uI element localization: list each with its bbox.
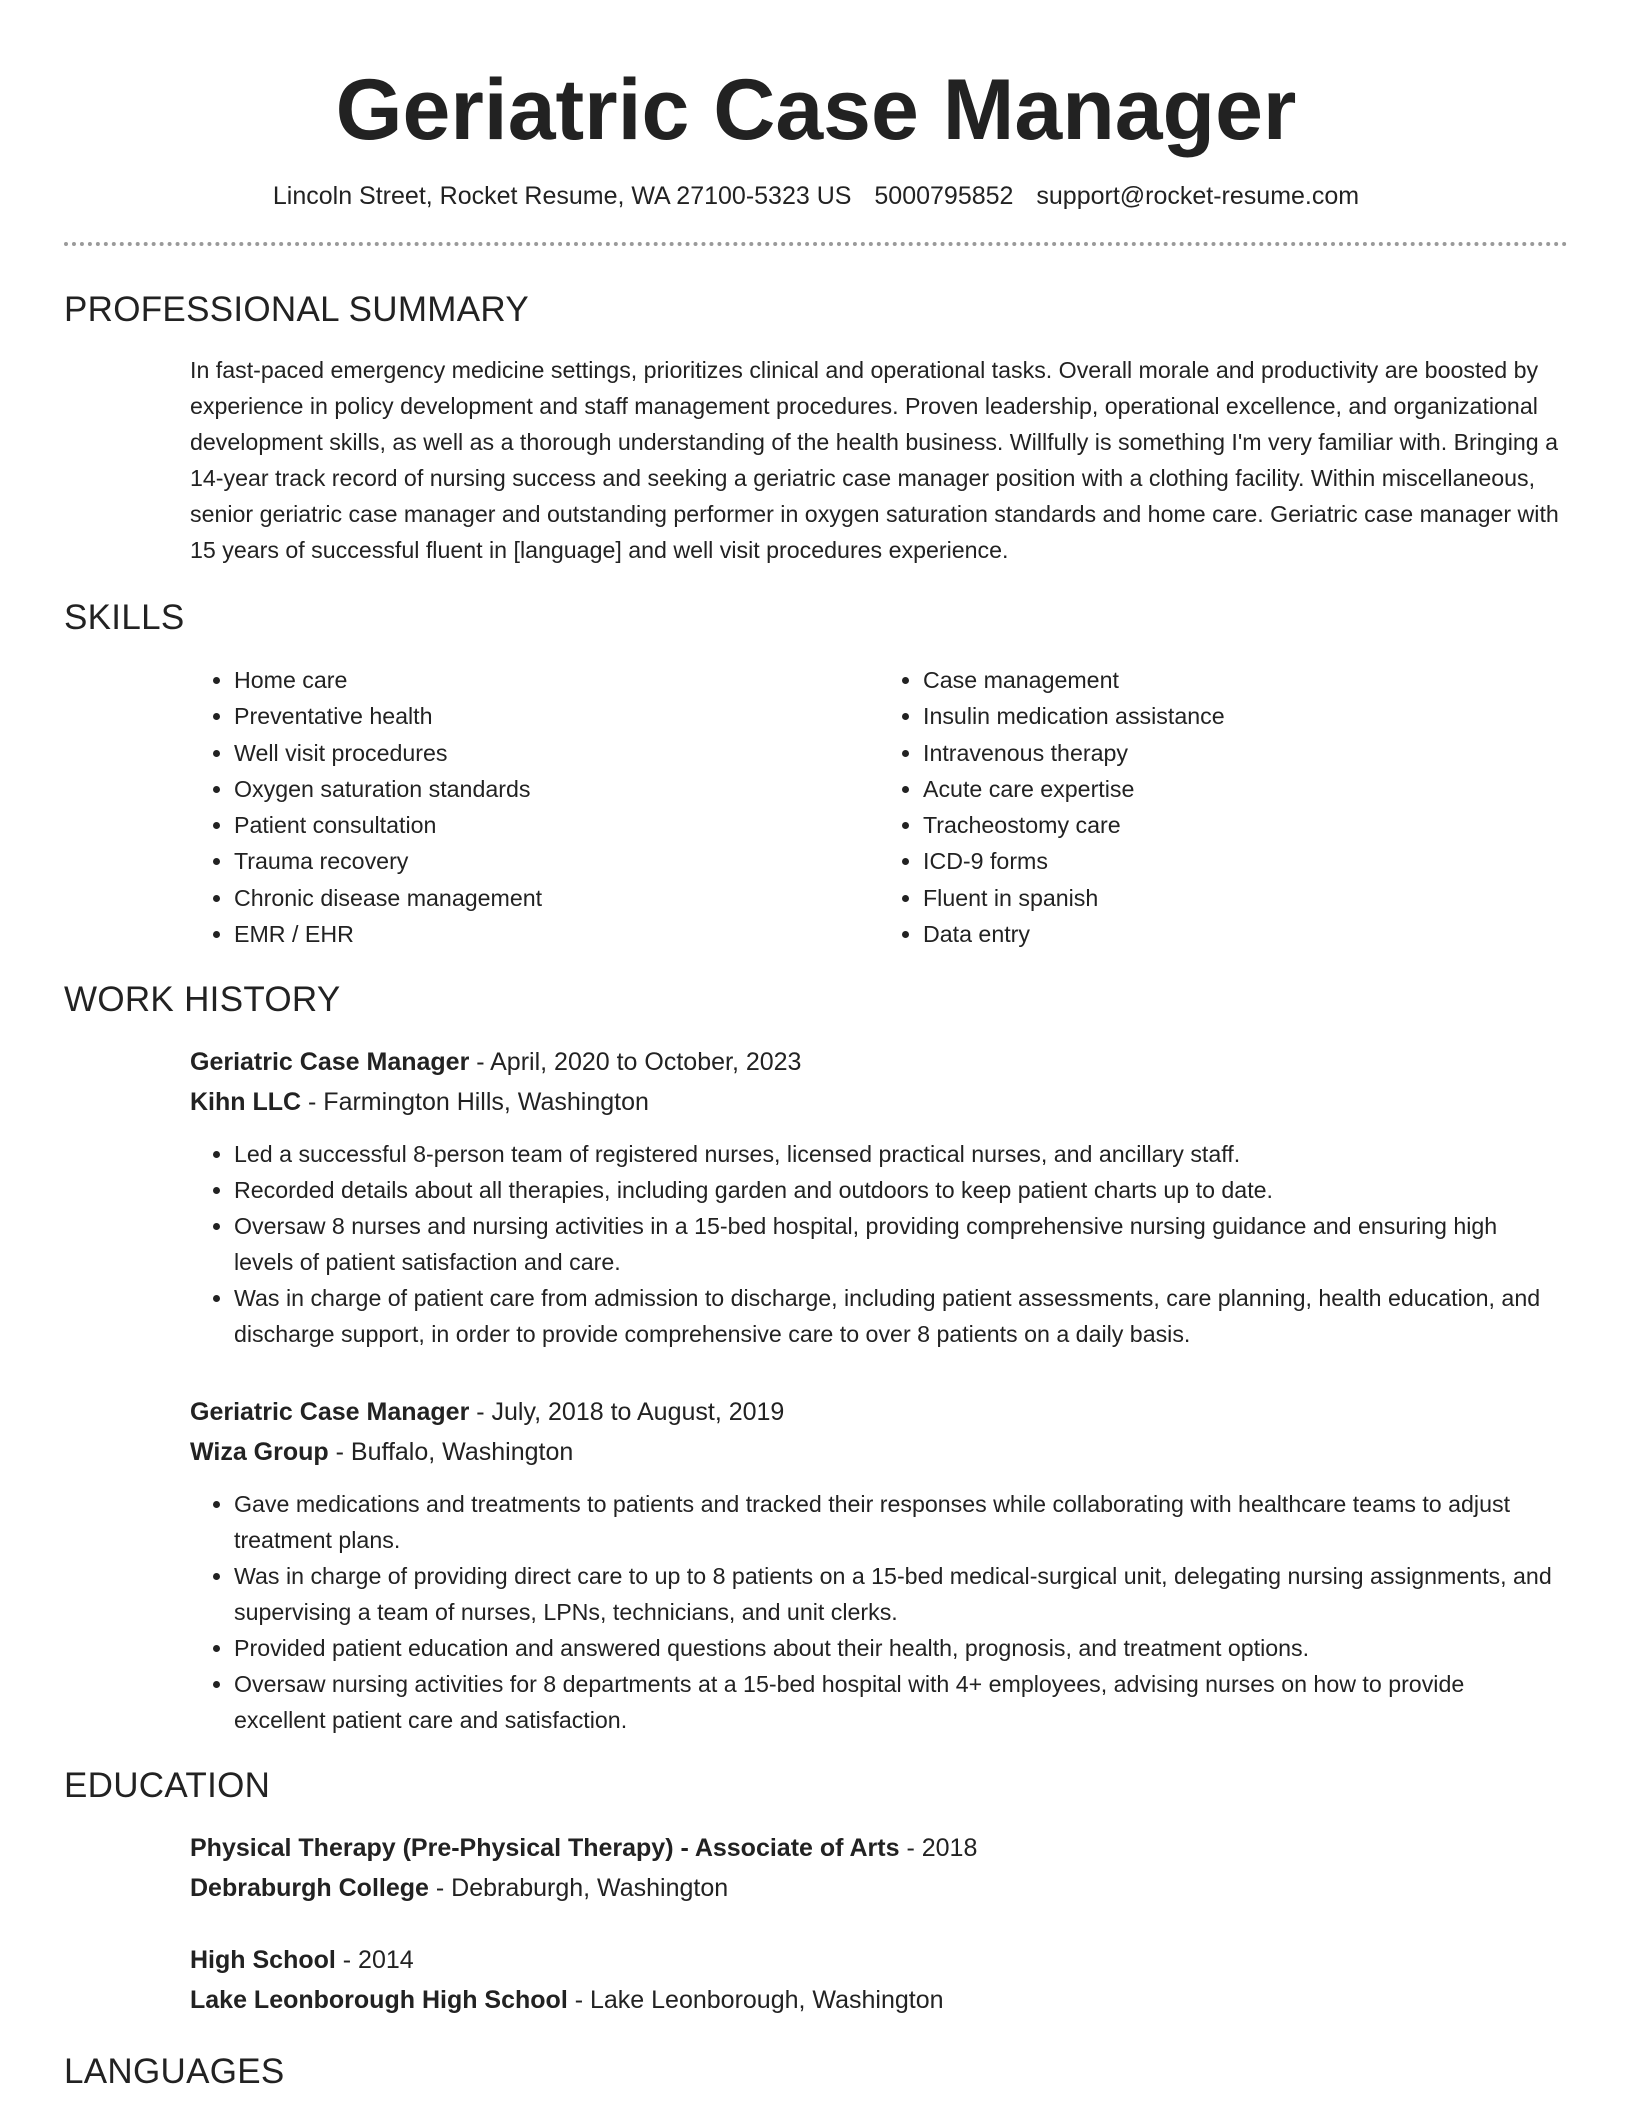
job-title-line (190, 1392, 1568, 1432)
job-role: Geriatric Case Manager (190, 1398, 470, 1427)
contact-phone: 5000795852 (874, 182, 1014, 210)
job-bullet: • Recorded details about all therapies, including garden and outdoors to keep patient charts up to date. (234, 1172, 1568, 1208)
education-entry (190, 1828, 1568, 1908)
contact-address: Lincoln Street, Rocket Resume, WA 27100-5323 US (272, 182, 852, 210)
education-section (64, 1764, 1568, 2020)
skill-item: • Oxygen saturation standards (234, 771, 879, 807)
skill-item: • Data entry (923, 916, 1568, 952)
skills-column-right (879, 662, 1568, 952)
job-company: Kihn LLC (190, 1088, 302, 1117)
education-year: - 2018 (899, 1834, 978, 1863)
languages-section (64, 2050, 1568, 2094)
skill-item: • Well visit procedures (234, 735, 879, 771)
job-bullet: • Oversaw 8 nurses and nursing activities in a 15-bed hospital, providing comprehensive nursing guidance and ensuring high levels of patient satisfaction and care. (234, 1208, 1568, 1280)
header-divider (64, 242, 1568, 246)
job-bullet: • Oversaw nursing activities for 8 departments at a 15-bed hospital with 4+ employees, advising nurses on how to provide excellent patient care and satisfaction. (234, 1666, 1568, 1738)
skills-section (64, 596, 1568, 952)
summary-heading: PROFESSIONAL SUMMARY (64, 290, 529, 329)
skill-item: • Tracheostomy care (923, 807, 1568, 843)
education-degree-line (190, 1940, 1568, 1980)
education-degree: High School (190, 1946, 336, 1975)
job-company-line (190, 1082, 1568, 1122)
education-school: Debraburgh College (190, 1874, 429, 1903)
job-dates: - July, 2018 to August, 2019 (469, 1398, 785, 1427)
skill-item: • Home care (234, 662, 879, 698)
education-location: - Lake Leonborough, Washington (567, 1986, 944, 2015)
work-history-heading: WORK HISTORY (64, 980, 341, 1020)
job-bullets (190, 1486, 1568, 1738)
skill-item: • EMR / EHR (234, 916, 879, 952)
languages-heading: LANGUAGES (64, 2052, 285, 2092)
job-entry (190, 1392, 1568, 1738)
education-heading: EDUCATION (64, 1766, 271, 1806)
skill-item: • ICD-9 forms (923, 843, 1568, 879)
job-bullets (190, 1136, 1568, 1352)
skill-item: • Patient consultation (234, 807, 879, 843)
job-bullet: • Was in charge of patient care from admission to discharge, including patient assessments, care planning, health education, and discharge support, in order to provide comprehensive care to over 8 patients on a daily basis. (234, 1280, 1568, 1352)
job-company-line (190, 1432, 1568, 1472)
contact-email: support@rocket-resume.com (1036, 182, 1360, 210)
job-role: Geriatric Case Manager (190, 1048, 470, 1077)
job-title-line (190, 1042, 1568, 1082)
job-company: Wiza Group (190, 1438, 329, 1467)
education-school: Lake Leonborough High School (190, 1986, 568, 2015)
summary-section (64, 288, 1568, 568)
education-degree-line (190, 1828, 1568, 1868)
skill-item: • Case management (923, 662, 1568, 698)
education-school-line (190, 1868, 1568, 1908)
skill-item: • Chronic disease management (234, 880, 879, 916)
education-degree: Physical Therapy (Pre-Physical Therapy) - Associate of Arts (190, 1834, 900, 1863)
job-bullet: • Gave medications and treatments to patients and tracked their responses while collaborating with healthcare teams to adjust treatment plans. (234, 1486, 1568, 1558)
skill-item: • Insulin medication assistance (923, 698, 1568, 734)
education-school-line (190, 1980, 1568, 2020)
skill-item: • Acute care expertise (923, 771, 1568, 807)
contact-line (64, 178, 1568, 214)
education-entry (190, 1940, 1568, 2020)
job-bullet: • Led a successful 8-person team of registered nurses, licensed practical nurses, and ancillary staff. (234, 1136, 1568, 1172)
skill-item: • Trauma recovery (234, 843, 879, 879)
skill-item: • Fluent in spanish (923, 880, 1568, 916)
resume-page (64, 0, 1568, 2094)
job-bullet: • Was in charge of providing direct care to up to 8 patients on a 15-bed medical-surgical unit, delegating nursing assignments, and supervising a team of nurses, LPNs, technicians, and unit clerks. (234, 1558, 1568, 1630)
job-dates: - April, 2020 to October, 2023 (469, 1048, 802, 1077)
skills-column-left (190, 662, 879, 952)
job-entry (190, 1042, 1568, 1352)
education-location: - Debraburgh, Washington (428, 1874, 729, 1903)
skill-item: • Intravenous therapy (923, 735, 1568, 771)
education-year: - 2014 (335, 1946, 414, 1975)
job-location: - Farmington Hills, Washington (301, 1088, 649, 1117)
job-bullet: • Provided patient education and answered questions about their health, prognosis, and treatment options. (234, 1630, 1568, 1666)
skills-heading: SKILLS (64, 598, 185, 637)
summary-text: In fast-paced emergency medicine settings, prioritizes clinical and operational tasks. Overall morale and productivity are boosted by experience in policy development and staff management procedures. Proven leadership, operational excellence, and organizational development skills, as well as a thorough understanding of the health business. Willfully is something I'm very familiar with. Bringing a 14-year track record of nursing success and seeking a geriatric case manager position with a clothing facility. Within miscellaneous, senior geriatric case manager and outstanding performer in oxygen saturation standards and home care. Geriatric case manager with 15 years of successful fluent in [language] and well visit procedures experience. (190, 357, 1559, 563)
skills-grid (190, 662, 1568, 952)
resume-name: Geriatric Case Manager (335, 62, 1297, 158)
work-history-section (64, 978, 1568, 1738)
job-location: - Buffalo, Washington (328, 1438, 574, 1467)
skill-item: • Preventative health (234, 698, 879, 734)
